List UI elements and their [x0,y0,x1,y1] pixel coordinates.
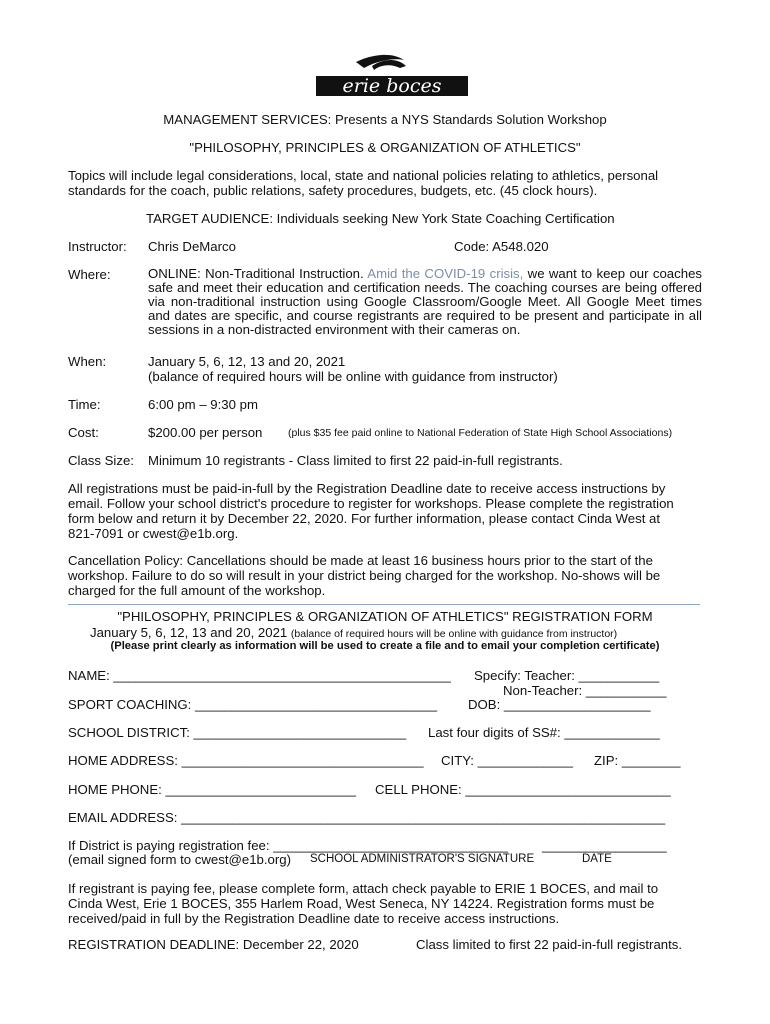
course-code: Code: A548.020 [454,239,549,254]
home-phone-field[interactable]: HOME PHONE: __________________________ [68,782,357,797]
where-label: Where: [68,267,111,282]
where-text: ONLINE: Non-Traditional Instruction. Amid the COVID-19 crisis, we want to keep our coaches safe and meet their education and certification needs. The coaching courses are being offered via non-traditional instruction using Google Classroom/Google Meet. All Google Meet times and dates are specific, and course registrants are required to be present and participate in all sessions in a non-distracted environment with their cameras on. [148,266,702,337]
admin-signature-label: SCHOOL ADMINISTRATOR'S SIGNATURE [310,853,535,865]
when-dates: January 5, 6, 12, 13 and 20, 2021 [148,354,346,369]
zip-field[interactable]: ZIP: ________ [594,753,681,768]
cancellation-1: Cancellation Policy: Cancellations should be made at least 16 business hours prior to the start of the [68,553,653,568]
specify-teacher-field[interactable]: Specify: Teacher: ___________ [474,668,660,683]
cost-note: (plus $35 fee paid online to National Federation of State High School Associations) [288,427,673,439]
class-size-label: Class Size: [68,453,134,468]
registration-para-1: All registrations must be paid-in-full by the Registration Deadline date to receive access instructions by [68,481,666,496]
workshop-title: "PHILOSOPHY, PRINCIPLES & ORGANIZATION OF ATHLETICS" [189,140,581,155]
registrant-line-2: Cinda West, Erie 1 BOCES, 355 Harlem Road, West Seneca, NY 14224. Registration forms must be [68,896,655,911]
dob-field[interactable]: DOB: ____________________ [468,697,651,712]
form-divider [68,604,700,605]
time-value: 6:00 pm – 9:30 pm [148,397,258,412]
covid-highlight: Amid the COVID-19 crisis, [363,266,524,281]
cancellation-2: workshop. Failure to do so will result in your district being charged for the workshop. No-shows will be [68,568,661,583]
instructor-name: Chris DeMarco [148,239,236,254]
school-district-field[interactable]: SCHOOL DISTRICT: _____________________________ [68,725,407,740]
district-fee-signature-field[interactable]: If District is paying registration fee: ________________________________ [68,838,508,853]
cost-value: $200.00 per person [148,425,263,440]
email-field[interactable]: EMAIL ADDRESS: __________________________________________________________________ [68,810,666,825]
cost-label: Cost: [68,425,99,440]
registrant-line-1: If registrant is paying fee, please complete form, attach check payable to ERIE 1 BOCES, and mail to [68,881,659,896]
form-dates-note: (balance of required hours will be online with guidance from instructor) [290,628,618,640]
header-line-1: MANAGEMENT SERVICES: Presents a NYS Standards Solution Workshop [163,112,607,127]
svg-text:erie boces: erie boces [342,75,442,97]
when-label: When: [68,354,107,369]
time-label: Time: [68,397,101,412]
date-field[interactable]: _________________ [542,838,667,853]
class-size-value: Minimum 10 registrants - Class limited to first 22 paid-in-full registrants. [148,453,563,468]
class-limit: Class limited to first 22 paid-in-full registrants. [416,937,683,952]
form-title: "PHILOSOPHY, PRINCIPLES & ORGANIZATION OF ATHLETICS" REGISTRATION FORM [117,609,653,624]
date-label: DATE [582,853,612,865]
registration-para-2: email. Follow your school district's procedure to register for workshops. Please complete the registration [68,496,674,511]
topics-line-2: standards for the coach, public relations, safety procedures, budgets, etc. (45 clock hours). [68,183,598,198]
cell-phone-field[interactable]: CELL PHONE: ____________________________ [375,782,671,797]
non-teacher-field[interactable]: Non-Teacher: ___________ [503,683,667,698]
topics-line-1: Topics will include legal considerations, local, state and national policies relating to athletics, personal [68,168,659,183]
registration-para-3: form below and return it by December 22, 2020. For further information, please contact Cinda West at [68,511,661,526]
sport-coaching-field[interactable]: SPORT COACHING: _________________________________ [68,697,438,712]
home-address-field[interactable]: HOME ADDRESS: _________________________________ [68,753,424,768]
form-dates: January 5, 6, 12, 13 and 20, 2021 (balance of required hours will be online with guidance from instructor) [90,625,618,640]
ssn-field[interactable]: Last four digits of SS#: _____________ [428,725,660,740]
erie-boces-logo [312,50,472,100]
name-field[interactable]: NAME: ______________________________________________ [68,668,451,683]
city-field[interactable]: CITY: _____________ [441,753,573,768]
target-audience: TARGET AUDIENCE: Individuals seeking New York State Coaching Certification [146,211,615,226]
registration-para-4: 821-7091 or cwest@e1b.org. [68,526,239,541]
registrant-line-3: received/paid in full by the Registration Deadline date to receive access instructions. [68,911,560,926]
instructor-label: Instructor: [68,239,127,254]
email-signed-note: (email signed form to cwest@e1b.org) [68,852,292,867]
registration-deadline: REGISTRATION DEADLINE: December 22, 2020 [68,937,359,952]
form-instruction: (Please print clearly as information will be used to create a file and to email your completion certificate) [110,640,660,652]
cancellation-3: charged for the full amount of the workshop. [68,583,326,598]
when-note: (balance of required hours will be online with guidance from instructor) [148,369,558,384]
